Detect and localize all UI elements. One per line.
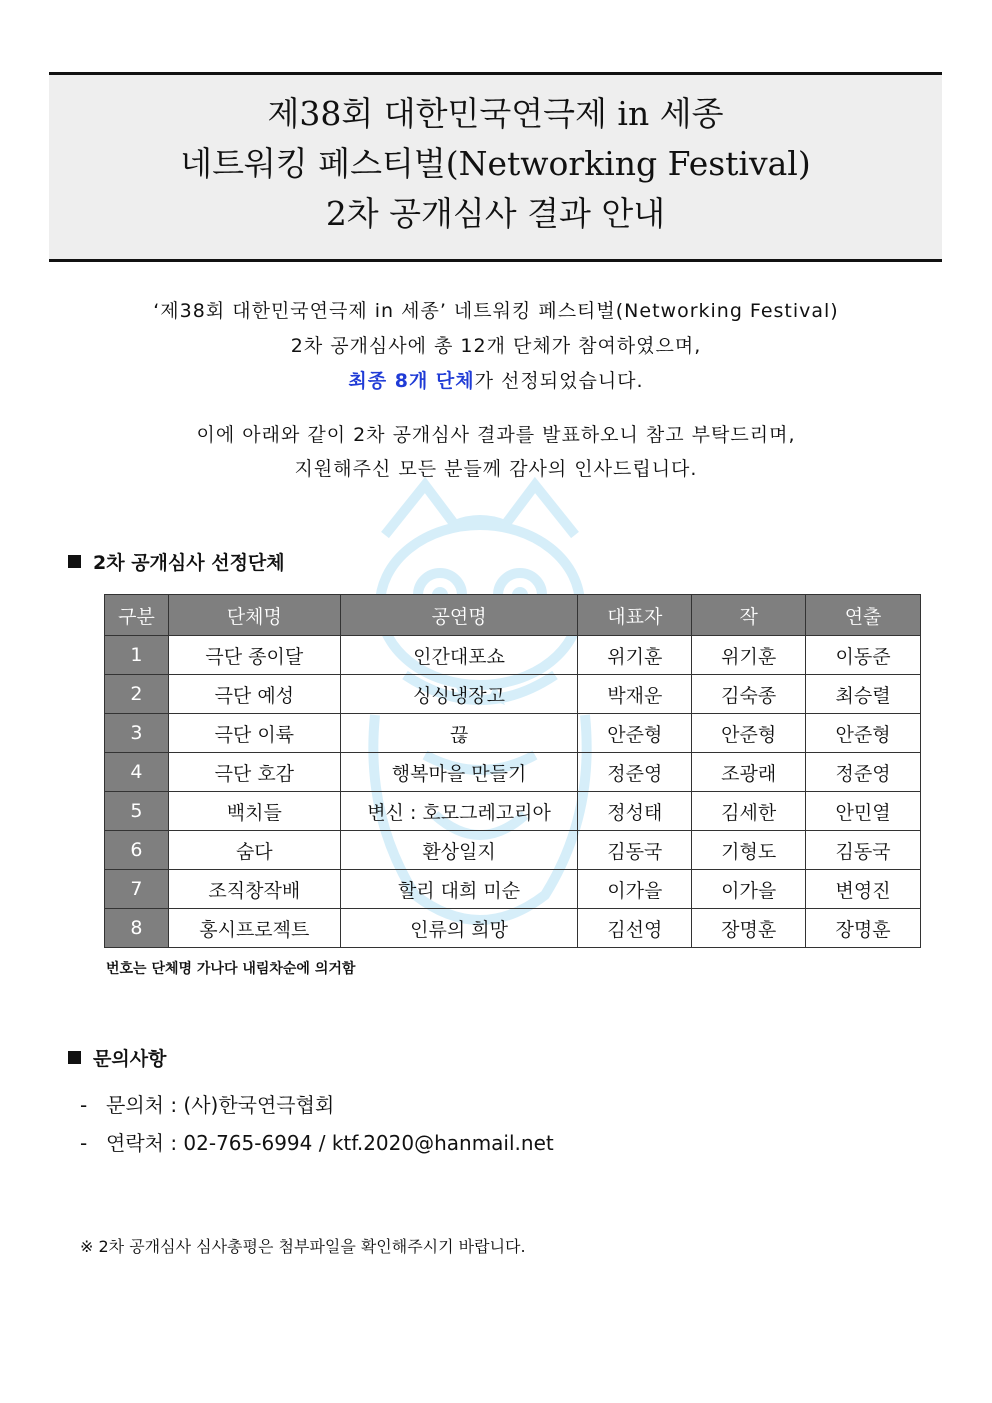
writer: 안준형 (692, 714, 806, 753)
performance-title: 행복마을 만들기 (340, 753, 578, 792)
dash-bullet: - (80, 1131, 88, 1155)
performance-title: 인류의 희망 (340, 909, 578, 948)
col-header-director: 연출 (806, 595, 921, 636)
director: 이동준 (806, 636, 921, 675)
director: 안준형 (806, 714, 921, 753)
representative: 안준형 (578, 714, 692, 753)
performance-title: 싱싱냉장고 (340, 675, 578, 714)
performance-title: 변신 : 호모그레고리아 (340, 792, 578, 831)
contact-line-2 (80, 1127, 554, 1156)
director: 김동국 (806, 831, 921, 870)
inquiry-heading (68, 1044, 166, 1071)
representative: 박재운 (578, 675, 692, 714)
intro-line-5: 지원해주신 모든 분들께 감사의 인사드립니다. (294, 458, 698, 480)
square-bullet-icon (68, 555, 81, 568)
selection-heading-text: 2차 공개심사 선정단체 (93, 552, 285, 574)
square-bullet-icon (68, 1051, 81, 1064)
representative: 김선영 (578, 909, 692, 948)
row-number: 1 (105, 636, 169, 675)
director: 장명훈 (806, 909, 921, 948)
table-row (105, 831, 921, 870)
col-header-writer: 작 (692, 595, 806, 636)
performance-title: 끊 (340, 714, 578, 753)
group-name: 홍시프로젝트 (168, 909, 340, 948)
group-name: 백치들 (168, 792, 340, 831)
row-number: 3 (105, 714, 169, 753)
inquiry-heading-text: 문의사항 (93, 1048, 167, 1070)
title-line-3: 2차 공개심사 결과 안내 (325, 194, 666, 233)
representative: 정성태 (578, 792, 692, 831)
writer: 조광래 (692, 753, 806, 792)
table-note: 번호는 단체명 가나다 내림차순에 의거함 (106, 961, 356, 977)
director: 변영진 (806, 870, 921, 909)
row-number: 7 (105, 870, 169, 909)
writer: 김숙종 (692, 675, 806, 714)
title-line-2: 네트워킹 페스티벌(Networking Festival) (180, 144, 811, 183)
group-name: 숨다 (168, 831, 340, 870)
row-number: 2 (105, 675, 169, 714)
group-name: 극단 이륙 (168, 714, 340, 753)
table-row (105, 792, 921, 831)
col-header-number: 구분 (105, 595, 169, 636)
performance-title: 할리 대희 미순 (340, 870, 578, 909)
col-header-representative: 대표자 (578, 595, 692, 636)
contact-line-1 (80, 1089, 334, 1118)
writer: 김세한 (692, 792, 806, 831)
group-name: 조직창작배 (168, 870, 340, 909)
director: 정준영 (806, 753, 921, 792)
writer: 기형도 (692, 831, 806, 870)
writer: 위기훈 (692, 636, 806, 675)
table-row (105, 675, 921, 714)
intro-line-3 (0, 366, 992, 393)
representative: 김동국 (578, 831, 692, 870)
table-row (105, 753, 921, 792)
col-header-group: 단체명 (168, 595, 340, 636)
table-row (105, 909, 921, 948)
row-number: 8 (105, 909, 169, 948)
row-number: 4 (105, 753, 169, 792)
group-name: 극단 호감 (168, 753, 340, 792)
intro-highlight: 최종 8개 단체 (348, 370, 475, 392)
row-number: 6 (105, 831, 169, 870)
representative: 위기훈 (578, 636, 692, 675)
writer: 장명훈 (692, 909, 806, 948)
director: 최승렬 (806, 675, 921, 714)
col-header-performance: 공연명 (340, 595, 578, 636)
contact-phone-email: 연락처 : 02-765-6994 / ktf.2020@hanmail.net (106, 1131, 554, 1155)
contact-org: 문의처 : (사)한국연극협회 (106, 1093, 335, 1117)
row-number: 5 (105, 792, 169, 831)
group-name: 극단 종이달 (168, 636, 340, 675)
writer: 이가을 (692, 870, 806, 909)
performance-title: 환상일지 (340, 831, 578, 870)
dash-bullet: - (80, 1093, 88, 1117)
table-row (105, 870, 921, 909)
table-row (105, 714, 921, 753)
intro-line-4: 이에 아래와 같이 2차 공개심사 결과를 발표하오니 참고 부탁드리며, (196, 424, 796, 446)
representative: 이가을 (578, 870, 692, 909)
director: 안민열 (806, 792, 921, 831)
selection-heading (68, 548, 285, 575)
representative: 정준영 (578, 753, 692, 792)
group-name: 극단 예성 (168, 675, 340, 714)
intro-line-1: ‘제38회 대한민국연극제 in 세종’ 네트워킹 페스티벌(Networking Festival) (153, 300, 839, 322)
footer-note: ※ 2차 공개심사 심사총평은 첨부파일을 확인해주시기 바랍니다. (80, 1237, 526, 1256)
title-line-1: 제38회 대한민국연극제 in 세종 (267, 94, 724, 133)
table-header-row (105, 595, 921, 636)
table-row (105, 636, 921, 675)
selection-table (104, 594, 921, 948)
intro-line-3-rest: 가 선정되었습니다. (474, 370, 644, 392)
title-box (49, 72, 942, 262)
intro-line-2: 2차 공개심사에 총 12개 단체가 참여하였으며, (290, 335, 702, 357)
performance-title: 인간대포쇼 (340, 636, 578, 675)
